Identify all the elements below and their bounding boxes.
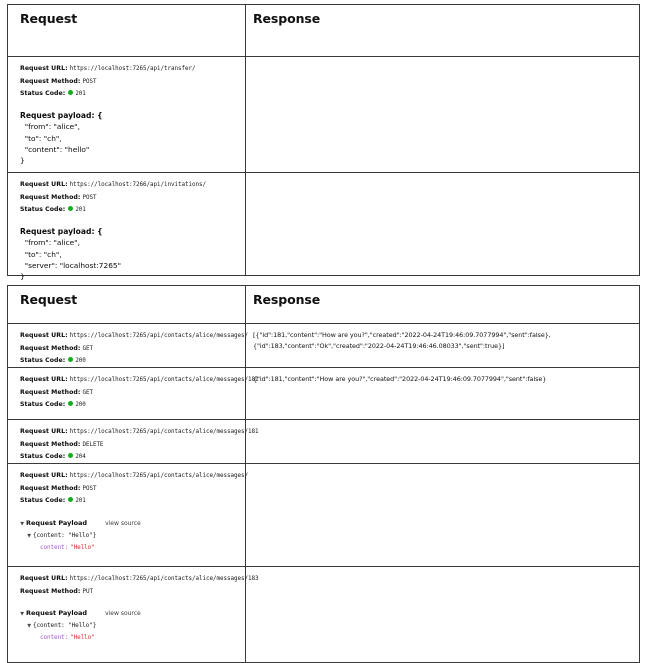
request-payload-tree: [20, 608, 237, 643]
meta-label: Request Method:: [20, 587, 81, 595]
meta-value: 200: [75, 402, 86, 409]
payload-tree-object[interactable]: [20, 620, 237, 632]
response-cell: [246, 567, 639, 662]
request-cell: [8, 57, 246, 172]
request-payload-tree: [20, 518, 237, 553]
request-cell: [8, 173, 246, 282]
meta-label: Request URL:: [20, 181, 68, 188]
meta-value: https://localhost:7265/api/contacts/alice/messages/: [69, 473, 248, 479]
meta-label: Request URL:: [20, 428, 68, 435]
payload-tree-title: Request Payload: [26, 609, 88, 618]
request-payload-line: }: [20, 272, 25, 282]
response-cell: [246, 173, 639, 275]
payload-tree-title: Request Payload: [26, 518, 88, 527]
request-payload-line: "from": "alice",: [20, 122, 80, 132]
meta-line: [20, 374, 259, 387]
meta-value: GET: [82, 389, 93, 396]
table-bottom: [7, 285, 640, 663]
meta-line: [20, 495, 237, 508]
table-header-row: [8, 5, 639, 57]
meta-value: 204: [75, 454, 86, 461]
table-row: [8, 368, 639, 420]
status-dot-icon: [68, 497, 73, 502]
meta-label: Request Method:: [20, 77, 81, 85]
meta-line: [20, 355, 237, 368]
column-header-response: Response: [253, 292, 321, 307]
meta-line: [20, 483, 237, 496]
payload-object-summary: {content: "Hello"}: [33, 531, 97, 539]
meta-value: https://localhost:7265/api/contacts/alice/messages/181: [69, 377, 259, 383]
meta-label: Status Code:: [20, 401, 66, 409]
column-header-request: Request: [20, 11, 78, 26]
table-row: [8, 57, 639, 173]
meta-line: [20, 76, 237, 89]
table-top: [7, 4, 640, 282]
meta-value: 201: [75, 91, 86, 98]
meta-line: [20, 192, 237, 205]
meta-label: Request URL:: [20, 65, 68, 72]
meta-line: [20, 63, 237, 76]
header-cell-response: [246, 5, 639, 56]
meta-value: 200: [75, 358, 86, 365]
response-cell: [246, 368, 639, 419]
request-payload-block: [20, 226, 237, 283]
table-row: [8, 420, 639, 464]
status-dot-icon: [68, 357, 73, 362]
request-payload-title: Request payload: {: [20, 110, 103, 120]
meta-label: Status Code:: [20, 357, 66, 365]
response-cell: [246, 420, 639, 463]
request-payload-line: "to": "ch",: [20, 249, 62, 259]
meta-line: [20, 387, 237, 400]
caret-down-icon[interactable]: ▼: [20, 611, 25, 617]
meta-line: [20, 573, 259, 586]
request-cell: [8, 324, 246, 367]
meta-line: [20, 88, 237, 101]
request-cell: [8, 368, 259, 419]
response-cell: [246, 57, 639, 172]
response-json: [{"id":181,"content":"How are you?","created":"2022-04-24T19:46:09.7077994","sent":false},{"id":183,"content":"Ok","created":"2022-04-24T19:46:46.08033","sent":true}]: [253, 331, 551, 350]
table-row: [8, 173, 639, 282]
meta-label: Request Method:: [20, 388, 81, 396]
meta-line: [20, 179, 237, 192]
request-cell: [8, 464, 246, 566]
table-row: [8, 324, 639, 368]
meta-value: https://localhost:7265/api/transfer/: [69, 66, 196, 72]
meta-line: [20, 204, 237, 217]
meta-value: GET: [82, 345, 93, 352]
payload-tree-header[interactable]: [20, 608, 237, 620]
payload-property-value: "Hello": [70, 543, 95, 551]
payload-property-key: content:: [40, 634, 69, 642]
meta-line: [20, 343, 237, 356]
meta-label: Request URL:: [20, 332, 68, 339]
meta-label: Status Code:: [20, 497, 66, 505]
meta-value: DELETE: [82, 441, 104, 448]
meta-line: [20, 439, 237, 452]
meta-label: Request URL:: [20, 575, 68, 582]
payload-property-value: "Hello": [70, 634, 95, 642]
request-payload-title: Request payload: {: [20, 226, 103, 236]
meta-label: Request URL:: [20, 472, 68, 479]
request-payload-line: "to": "ch",: [20, 133, 62, 143]
meta-label: Request Method:: [20, 484, 81, 492]
meta-label: Request Method:: [20, 440, 81, 448]
table-row: [8, 567, 639, 662]
meta-value: https://localhost:7266/api/invitations/: [69, 182, 206, 188]
request-payload-block: [20, 110, 237, 167]
header-cell-response: [246, 286, 639, 323]
response-cell: [246, 464, 639, 566]
meta-line: [20, 330, 248, 343]
header-cell-request: [8, 286, 246, 323]
payload-object-summary: {content: "Hello"}: [33, 622, 97, 630]
meta-value: POST: [82, 485, 97, 492]
meta-value: 201: [75, 498, 86, 505]
caret-down-icon[interactable]: ▼: [20, 521, 25, 527]
column-header-response: Response: [253, 11, 321, 26]
meta-value: https://localhost:7265/api/contacts/alice/messages/: [69, 333, 248, 339]
payload-tree-property: [20, 542, 237, 553]
column-header-request: Request: [20, 292, 78, 307]
payload-property-key: content:: [40, 543, 69, 551]
meta-value: https://localhost:7265/api/contacts/alice/messages/181: [69, 429, 259, 435]
response-json: {"id":181,"content":"How are you?","created":"2022-04-24T19:46:09.7077994","sent":false}: [253, 375, 547, 383]
status-dot-icon: [68, 401, 73, 406]
meta-value: 201: [75, 207, 86, 214]
meta-line: [20, 426, 259, 439]
payload-tree-object[interactable]: [20, 530, 237, 542]
table-header-row: [8, 286, 639, 324]
meta-value: https://localhost:7265/api/contacts/alice/messages/183: [69, 576, 259, 582]
status-dot-icon: [68, 206, 73, 211]
status-dot-icon: [68, 90, 73, 95]
view-source-link[interactable]: view source: [105, 610, 141, 618]
caret-down-icon[interactable]: ▼: [27, 533, 32, 539]
meta-value: PUT: [82, 588, 93, 595]
request-payload-line: "from": "alice",: [20, 238, 80, 248]
meta-line: [20, 586, 237, 599]
meta-label: Request URL:: [20, 376, 68, 383]
header-cell-request: [8, 5, 246, 56]
meta-label: Request Method:: [20, 344, 81, 352]
response-cell: [246, 324, 639, 367]
meta-value: POST: [82, 194, 97, 201]
meta-label: Status Code:: [20, 453, 66, 461]
meta-line: [20, 470, 248, 483]
meta-label: Status Code:: [20, 206, 66, 214]
request-cell: [8, 567, 259, 662]
caret-down-icon[interactable]: ▼: [27, 623, 32, 629]
request-cell: [8, 420, 259, 463]
payload-tree-property: [20, 632, 237, 643]
meta-line: [20, 399, 237, 412]
table-row: [8, 464, 639, 567]
meta-value: POST: [82, 78, 97, 85]
request-payload-line: "server": "localhost:7265": [20, 261, 122, 270]
request-payload-line: }: [20, 156, 25, 166]
meta-label: Request Method:: [20, 193, 81, 201]
meta-label: Status Code:: [20, 90, 66, 98]
view-source-link[interactable]: view source: [105, 519, 141, 527]
meta-line: [20, 451, 237, 464]
request-payload-line: "content": "hello": [20, 145, 90, 154]
payload-tree-header[interactable]: [20, 518, 237, 530]
status-dot-icon: [68, 453, 73, 458]
